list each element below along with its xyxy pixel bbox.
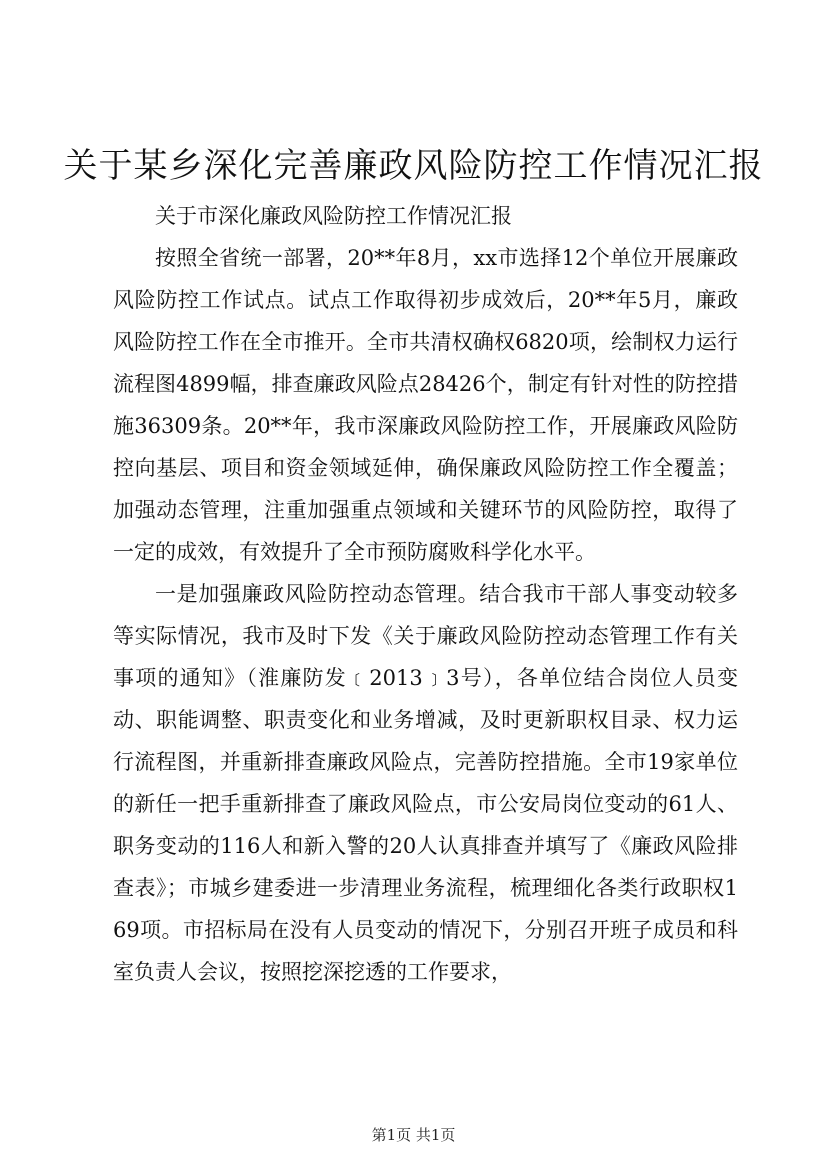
paragraph-dynamic-management: 一是加强廉政风险防控动态管理。结合我市干部人事变动较多等实际情况，我市及时下发《关于廉政风险防控动态管理工作有关事项的通知》（淮廉防发﹝2013﹞3号），各单位结合岗位人员变动、职能调整、职责变化和业务增减，及时更新职权目录、权力运行流程图，并重新排查廉政风险点，完善防控措施。全市19家单位的新任一把手重新排查了廉政风险点，市公安局岗位变动的61人、职务变动的116人和新入警的20人认真排查并填写了《廉政风险排查表》；市城乡建委进一步清理业务流程，梳理细化各类行政职权169项。市招标局在没有人员变动的情况下，分别召开班子成员和科室负责人会议，按照挖深挖透的工作要求， — [113, 582, 738, 984]
page-footer — [0, 1124, 827, 1146]
document-subtitle: 关于市深化廉政风险防控工作情况汇报 — [155, 204, 512, 228]
paragraph-intro: 按照全省统一部署，20**年8月，xx市选择12个单位开展廉政风险防控工作试点。试点工作取得初步成效后，20**年5月，廉政风险防控工作在全市推开。全市共清权确权6820项，绘制权力运行流程图4899幅，排查廉政风险点28426个，制定有针对性的防控措施36309条。20**年，我市深廉政风险防控工作，开展廉政风险防控向基层、项目和资金领域延伸，确保廉政风险防控工作全覆盖；加强动态管理，注重加强重点领域和关键环节的风险防控，取得了一定的成效，有效提升了全市预防腐败科学化水平。 — [113, 246, 738, 564]
document-body — [113, 195, 738, 993]
document-title: 关于某乡深化完善廉政风险防控工作情况汇报 — [63, 146, 764, 186]
page-number-label: 第1页 共1页 — [371, 1126, 456, 1144]
